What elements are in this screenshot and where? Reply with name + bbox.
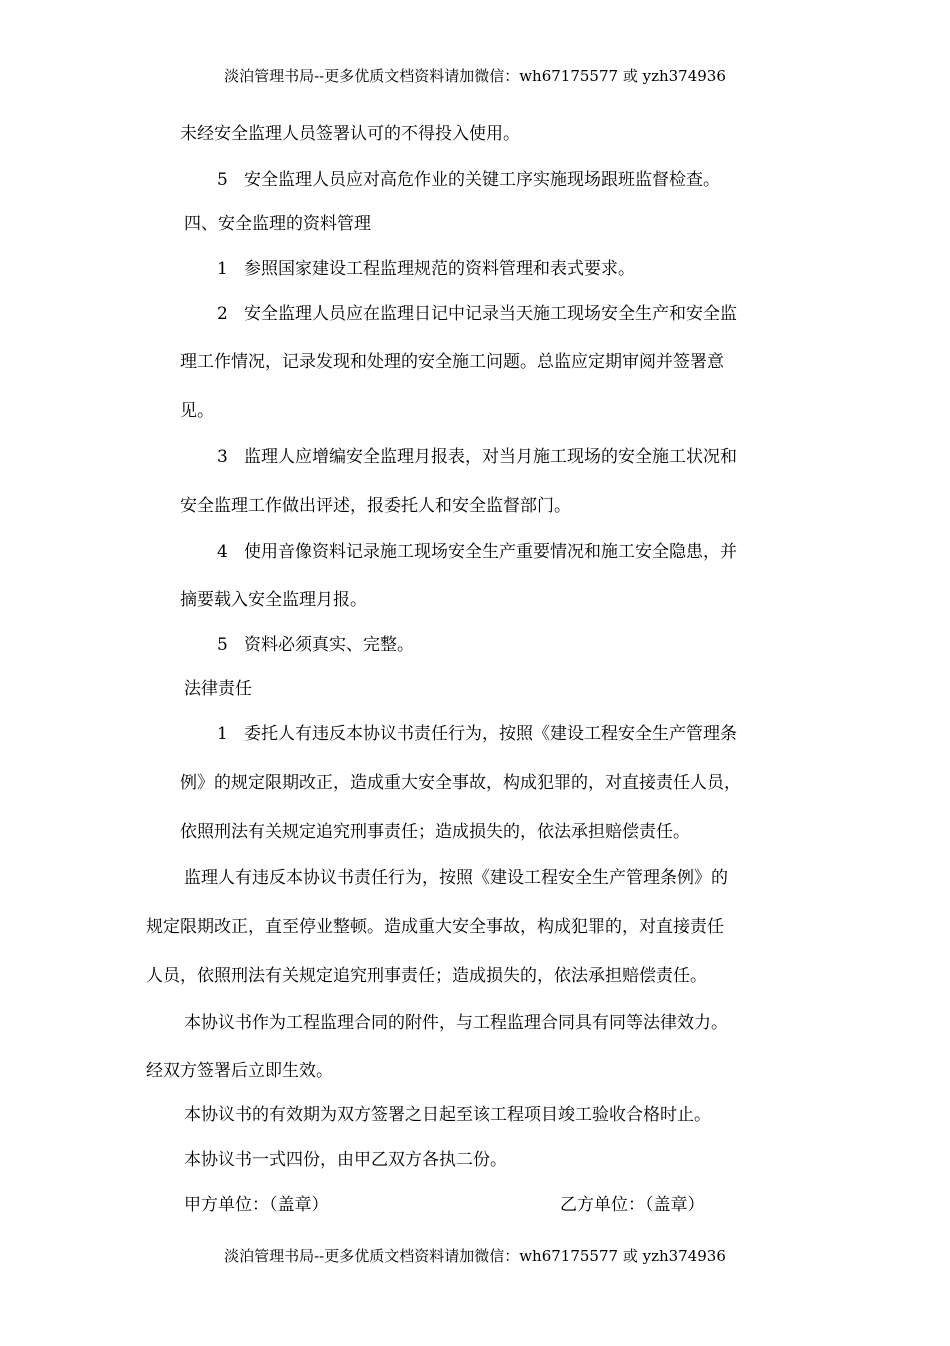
body-line: 4 使用音像资料记录施工现场安全生产重要情况和施工安全隐患，并 (217, 542, 738, 562)
body-line: 规定限期改正，直至停业整顿。造成重大安全事故，构成犯罪的，对直接责任 (146, 917, 724, 937)
body-line: 依照刑法有关规定追究刑事责任；造成损失的，依法承担赔偿责任。 (180, 822, 690, 842)
body-line: 监理人有违反本协议书责任行为，按照《建设工程安全生产管理条例》的 (184, 868, 728, 888)
body-line: 见。 (180, 401, 214, 421)
body-line: 人员，依照刑法有关规定追究刑事责任；造成损失的，依法承担赔偿责任。 (146, 966, 707, 986)
body-line: 5 安全监理人员应对高危作业的关键工序实施现场跟班监督检查。 (217, 170, 721, 190)
page-header: 淡泊管理书局--更多优质文档资料请加微信：wh67175577 或 yzh374936 (224, 67, 726, 85)
party-b-signature: 乙方单位：（盖章） (560, 1195, 705, 1215)
body-line: 1 参照国家建设工程监理规范的资料管理和表式要求。 (217, 259, 636, 279)
body-line: 摘要载入安全监理月报。 (180, 590, 367, 610)
body-line: 理工作情况，记录发现和处理的安全施工问题。总监应定期审阅并签署意 (180, 352, 724, 372)
body-line: 经双方签署后立即生效。 (146, 1061, 333, 1081)
page-footer: 淡泊管理书局--更多优质文档资料请加微信：wh67175577 或 yzh374936 (224, 1247, 726, 1265)
body-line: 3 监理人应增编安全监理月报表，对当月施工现场的安全施工状况和 (217, 447, 738, 467)
body-line: 安全监理工作做出评述，报委托人和安全监督部门。 (180, 496, 571, 516)
body-line: 5 资料必须真实、完整。 (217, 635, 415, 655)
body-line: 未经安全监理人员签署认可的不得投入使用。 (180, 124, 520, 144)
section-heading: 法律责任 (184, 679, 252, 699)
body-line: 本协议书作为工程监理合同的附件，与工程监理合同具有同等法律效力。 (184, 1013, 728, 1033)
body-line: 例》的规定限期改正，造成重大安全事故，构成犯罪的，对直接责任人员， (180, 773, 741, 793)
body-line: 本协议书一式四份，由甲乙双方各执二份。 (184, 1150, 507, 1170)
section-heading: 四、安全监理的资料管理 (184, 214, 371, 234)
body-line: 2 安全监理人员应在监理日记中记录当天施工现场安全生产和安全监 (217, 304, 738, 324)
body-line: 本协议书的有效期为双方签署之日起至该工程项目竣工验收合格时止。 (184, 1105, 711, 1125)
body-line: 1 委托人有违反本协议书责任行为，按照《建设工程安全生产管理条 (217, 724, 738, 744)
party-a-signature: 甲方单位：（盖章） (184, 1195, 329, 1215)
